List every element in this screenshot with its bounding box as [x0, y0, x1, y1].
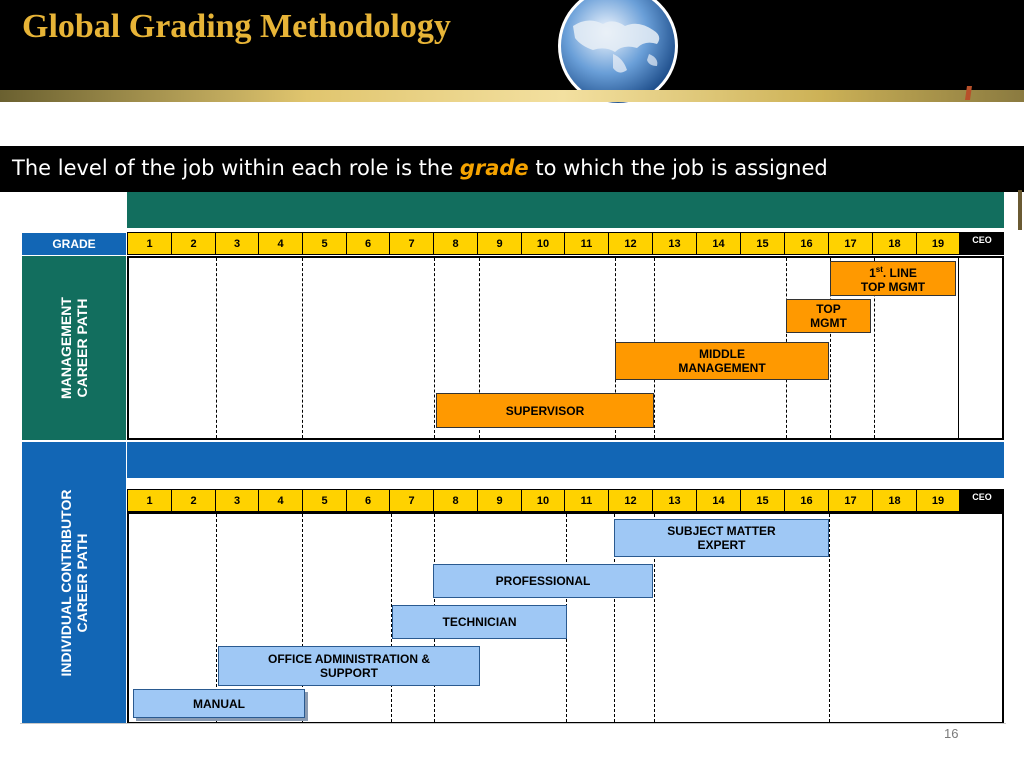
grade-cell-individual: 18	[873, 490, 917, 511]
gold-divider-bar	[0, 90, 1024, 102]
grade-cell-management: 19	[917, 233, 960, 254]
grade-cell-management: 8	[434, 233, 478, 254]
subtitle-emphasis: grade	[459, 156, 529, 180]
top-mgmt-line1: TOP	[816, 302, 841, 316]
grade-cell-individual: 3	[216, 490, 259, 511]
level-top-mgmt	[786, 299, 871, 333]
grade-cell-individual: 1	[128, 490, 172, 511]
management-path-label	[58, 248, 90, 448]
grade-cell-management: 5	[303, 233, 347, 254]
grid-line	[829, 514, 830, 722]
grade-cell-individual: 12	[609, 490, 653, 511]
individual-path-label-line2: CAREER PATH	[74, 533, 90, 633]
level-office-administration-support	[218, 646, 480, 686]
individual-path-label	[58, 423, 90, 743]
grade-cell-management: 11	[565, 233, 609, 254]
first-line-line2: TOP MGMT	[860, 280, 926, 294]
grade-cell-individual: 14	[697, 490, 741, 511]
grade-cell-management: 17	[829, 233, 873, 254]
grade-cell-individual: 17	[829, 490, 873, 511]
subtitle-text-end: to which the job is assigned	[528, 156, 828, 180]
grid-line	[958, 258, 959, 438]
level-professional: PROFESSIONAL	[433, 564, 653, 598]
grade-cell-management: 18	[873, 233, 917, 254]
page-number: 16	[944, 726, 959, 741]
grid-line	[216, 258, 217, 438]
level-supervisor: SUPERVISOR	[436, 393, 654, 428]
slide-title: Global Grading Methodology	[22, 8, 451, 45]
management-path-panel	[22, 256, 126, 440]
grade-cell-individual: 8	[434, 490, 478, 511]
middle-management-line1: MIDDLE	[698, 347, 745, 361]
grade-cell-management: 6	[347, 233, 390, 254]
subtitle	[12, 156, 828, 180]
globe-icon	[553, 0, 683, 104]
level-technician: TECHNICIAN	[392, 605, 567, 639]
grade-cell-individual: 16	[785, 490, 829, 511]
individual-header-band	[127, 442, 1004, 478]
management-header-band	[127, 192, 1004, 228]
level-subject-matter-expert	[614, 519, 829, 557]
grade-cell-individual: 7	[390, 490, 434, 511]
grade-cell-individual: 10	[522, 490, 565, 511]
sme-line2: EXPERT	[697, 538, 746, 552]
grade-cell-management: 1	[128, 233, 172, 254]
grade-cell-individual: 13	[653, 490, 697, 511]
grade-cell-management: 13	[653, 233, 697, 254]
grade-cell-management: 15	[741, 233, 785, 254]
grade-cell-management: 14	[697, 233, 741, 254]
grade-cell-management: 10	[522, 233, 565, 254]
first-line-number: 1	[869, 266, 876, 280]
grid-line	[434, 258, 435, 438]
grade-cell-individual: 6	[347, 490, 390, 511]
grade-row-management	[127, 232, 1004, 255]
ceo-cell-individual: CEO	[960, 489, 1004, 512]
individual-grid	[127, 512, 1004, 724]
first-line-suffix: st	[875, 265, 883, 274]
middle-management-line2: MANAGEMENT	[678, 361, 766, 375]
grade-cell-management: 2	[172, 233, 216, 254]
grade-cell-individual: 5	[303, 490, 347, 511]
grade-cell-individual: 11	[565, 490, 609, 511]
sme-line1: SUBJECT MATTER	[667, 524, 776, 538]
grade-cell-management: 12	[609, 233, 653, 254]
office-admin-line1: OFFICE ADMINISTRATION &	[268, 652, 430, 666]
grade-cell-individual: 19	[917, 490, 960, 511]
level-middle-management	[615, 342, 829, 380]
grade-cell-management: 9	[478, 233, 522, 254]
grade-cell-management: 3	[216, 233, 259, 254]
ceo-cell-management: CEO	[960, 232, 1004, 255]
grade-cell-management: 7	[390, 233, 434, 254]
grade-label: GRADE	[22, 233, 126, 255]
individual-path-label-line1: INDIVIDUAL CONTRIBUTOR	[58, 489, 74, 677]
management-path-label-line2: CAREER PATH	[74, 298, 90, 398]
subtitle-accent	[1018, 190, 1022, 230]
grade-cell-individual: 4	[259, 490, 303, 511]
grid-line	[302, 258, 303, 438]
grade-cell-individual: 9	[478, 490, 522, 511]
grade-cell-management: 16	[785, 233, 829, 254]
first-line-text: . LINE	[882, 266, 917, 280]
level-first-line-top-mgmt	[830, 261, 956, 296]
grade-cell-management: 4	[259, 233, 303, 254]
top-mgmt-line2: MGMT	[810, 316, 847, 330]
subtitle-text-start: The level of the job within each role is the	[12, 156, 460, 180]
bottom-rule	[20, 723, 1006, 724]
management-path-label-line1: MANAGEMENT	[58, 297, 74, 399]
individual-path-panel	[22, 442, 126, 724]
grade-cell-individual: 15	[741, 490, 785, 511]
office-admin-line2: SUPPORT	[319, 666, 378, 680]
grade-row-individual	[127, 489, 1004, 512]
grade-cell-individual: 2	[172, 490, 216, 511]
management-grid	[127, 256, 1004, 440]
level-manual: MANUAL	[133, 689, 305, 718]
